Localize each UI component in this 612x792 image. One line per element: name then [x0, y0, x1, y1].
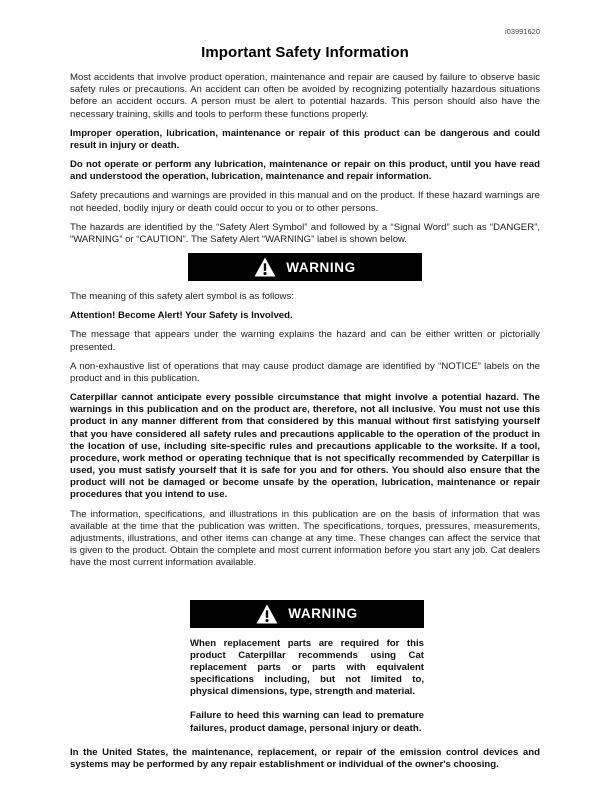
paragraph-do-not-operate: Do not operate or perform any lubrication, maintenance or repair on this product, until you have read and understood the operation, lubrication, maintenance and repair information.: [70, 159, 540, 183]
paragraph-hazard-identification: The hazards are identified by the “Safety Alert Symbol” and followed by a “Signal Word” such as “DANGER”, “WARNING” or “CAUTION”. The Safety Alert “WARNING” label is shown below.: [70, 221, 540, 245]
paragraph-attention: Attention! Become Alert! Your Safety is Involved.: [70, 310, 293, 322]
warning-label: WARNING: [288, 606, 358, 621]
warning-box-replacement-parts: [190, 600, 424, 628]
safety-alert-icon: [256, 604, 278, 624]
warning-label: WARNING: [286, 259, 356, 275]
paragraph-emission-control: In the United States, the maintenance, replacement, or repair of the emission control devices and systems may be performed by any repair establishment or individual of the owner's choosing.: [70, 746, 540, 770]
paragraph-information-basis: The information, specifications, and illustrations in this publication are on the basis of information that was available at the time that the publication was written. The specifications, torques, pressures, measurements, adjustments, illustrations, and other items can change at any time. These changes can affect the service that is given to the product. Obtain the complete and most current information before you start any job. Cat dealers have the most current information available.: [70, 508, 540, 569]
safety-alert-icon: [254, 257, 276, 277]
paragraph-improper-operation: Improper operation, lubrication, maintenance or repair of this product can be dangerous and could result in injury or death.: [70, 127, 540, 151]
warning-box-safety-alert: [188, 253, 422, 281]
paragraph-caterpillar-disclaimer: Caterpillar cannot anticipate every possible circumstance that might involve a potential hazard. The warnings in this publication and on the product are, therefore, not all inclusive. You must not use this product in any manner different from that considered by this manual without first satisfying yourself that you have considered all safety rules and precautions applicable to the operation of the product in the location of use, including site-specific rules and precautions applicable to the worksite. If a tool, procedure, work method or operating technique that is not specifically recommended by Caterpillar is used, you must satisfy yourself that it is safe for you and for others. You should also ensure that the product will not be damaged or become unsafe by the operation, lubrication, maintenance or repair procedures that you intend to use.: [70, 392, 540, 501]
paragraph-replacement-parts: When replacement parts are required for this product Caterpillar recommends using Cat replacement parts or parts with equivalent specifications including, but not limited to, physical dimensions, type, strength and material.: [190, 637, 424, 698]
paragraph-notice-labels: A non-exhaustive list of operations that may cause product damage are identified by “NOTICE” labels on the product and in this publication.: [70, 360, 540, 384]
doc-code: i03991620: [504, 27, 540, 36]
page-title: Important Safety Information: [201, 44, 409, 61]
paragraph-safety-precautions: Safety precautions and warnings are provided in this manual and on the product. If these hazard warnings are not heeded, bodily injury or death could occur to you or to other persons.: [70, 190, 540, 214]
paragraph-failure-to-heed: Failure to heed this warning can lead to premature failures, product damage, personal injury or death.: [190, 710, 424, 734]
paragraph-message-explains: The message that appears under the warning explains the hazard and can be either written or pictorially presented.: [70, 329, 540, 353]
paragraph-accidents: Most accidents that involve product operation, maintenance and repair are caused by failure to observe basic safety rules or precautions. An accident can often be avoided by recognizing potentially hazardous situations before an accident occurs. A person must be alert to potential hazards. This person should also have the necessary training, skills and tools to perform these functions properly.: [70, 72, 540, 120]
warning-text-column: [190, 638, 424, 735]
paragraph-symbol-meaning: The meaning of this safety alert symbol is as follows:: [70, 291, 294, 303]
